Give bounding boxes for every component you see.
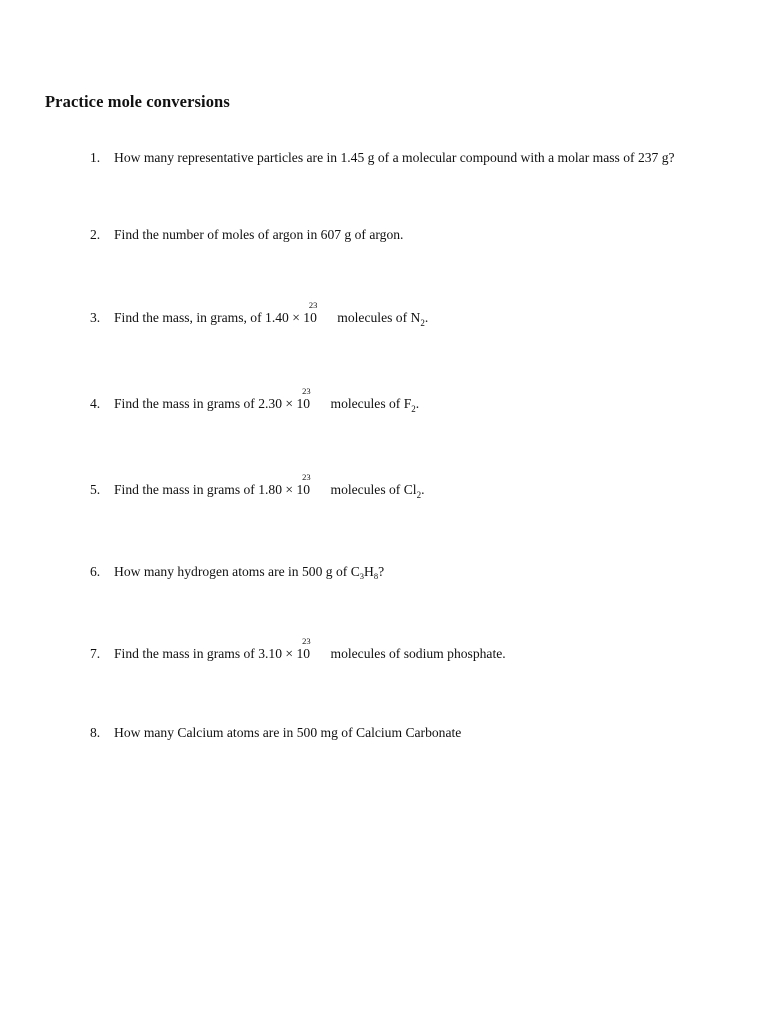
question-number: 1. (90, 150, 101, 165)
question-text-tail: molecules of F (327, 396, 412, 411)
question-text: Find the mass in grams of 1.80 × 10 (114, 482, 311, 497)
question-text-tail: molecules of sodium phosphate. (327, 646, 506, 661)
question-end: . (415, 396, 420, 411)
subscript: 2 (411, 404, 416, 414)
subscript: 2 (416, 490, 422, 500)
question-end: . (424, 310, 429, 325)
question-text: How many Calcium atoms are in 500 mg of Calcium Carbonate (114, 725, 462, 740)
question-text: Find the mass, in grams, of 1.40 × 10 (114, 310, 317, 325)
question-number: 4. (90, 396, 101, 411)
question-5: 5. Find the mass in grams of 1.80 × 1023 molecules of $Cl_2$. (90, 472, 425, 500)
question-text: How many hydrogen atoms are in 500 g of C (114, 564, 360, 579)
question-text: Find the number of moles of argon in 607 g of argon. (114, 227, 404, 242)
question-4: 4. Find the mass in grams of 2.30 × 1023 molecules of $F_2$. (90, 386, 420, 414)
question-text: How many representative particles are in 1.45 g of a molecular compound with a molar mass of 237 g? (114, 150, 675, 165)
question-text: Find the mass in grams of 2.30 × 10 (114, 396, 311, 411)
subscript: 2 (420, 318, 425, 328)
question-number: 7. (90, 646, 101, 661)
question-8 (90, 726, 461, 740)
subscript: 3 (359, 571, 365, 581)
formula-element: H (364, 564, 374, 579)
question-number: 5. (90, 482, 101, 497)
question-number: 3. (90, 310, 101, 325)
question-number: 8. (90, 725, 101, 740)
question-end: . (421, 482, 425, 497)
question-2 (90, 228, 403, 242)
question-3: 3. Find the mass, in grams, of 1.40 × 1023 molecules of $N_2$. (90, 300, 429, 328)
question-number: 6. (90, 564, 101, 579)
question-number: 2. (90, 227, 101, 242)
question-text-tail: molecules of Cl (327, 482, 417, 497)
subscript: 8 (373, 571, 379, 581)
question-1 (90, 151, 675, 165)
question-7: 7. Find the mass in grams of 3.10 × 1023 molecules of sodium phosphate. (90, 636, 506, 661)
question-text-tail: molecules of N (333, 310, 421, 325)
question-text: Find the mass in grams of 3.10 × 10 (114, 646, 311, 661)
question-6 (90, 565, 384, 579)
question-end: ? (378, 564, 385, 579)
page-title: Practice mole conversions (45, 92, 230, 111)
